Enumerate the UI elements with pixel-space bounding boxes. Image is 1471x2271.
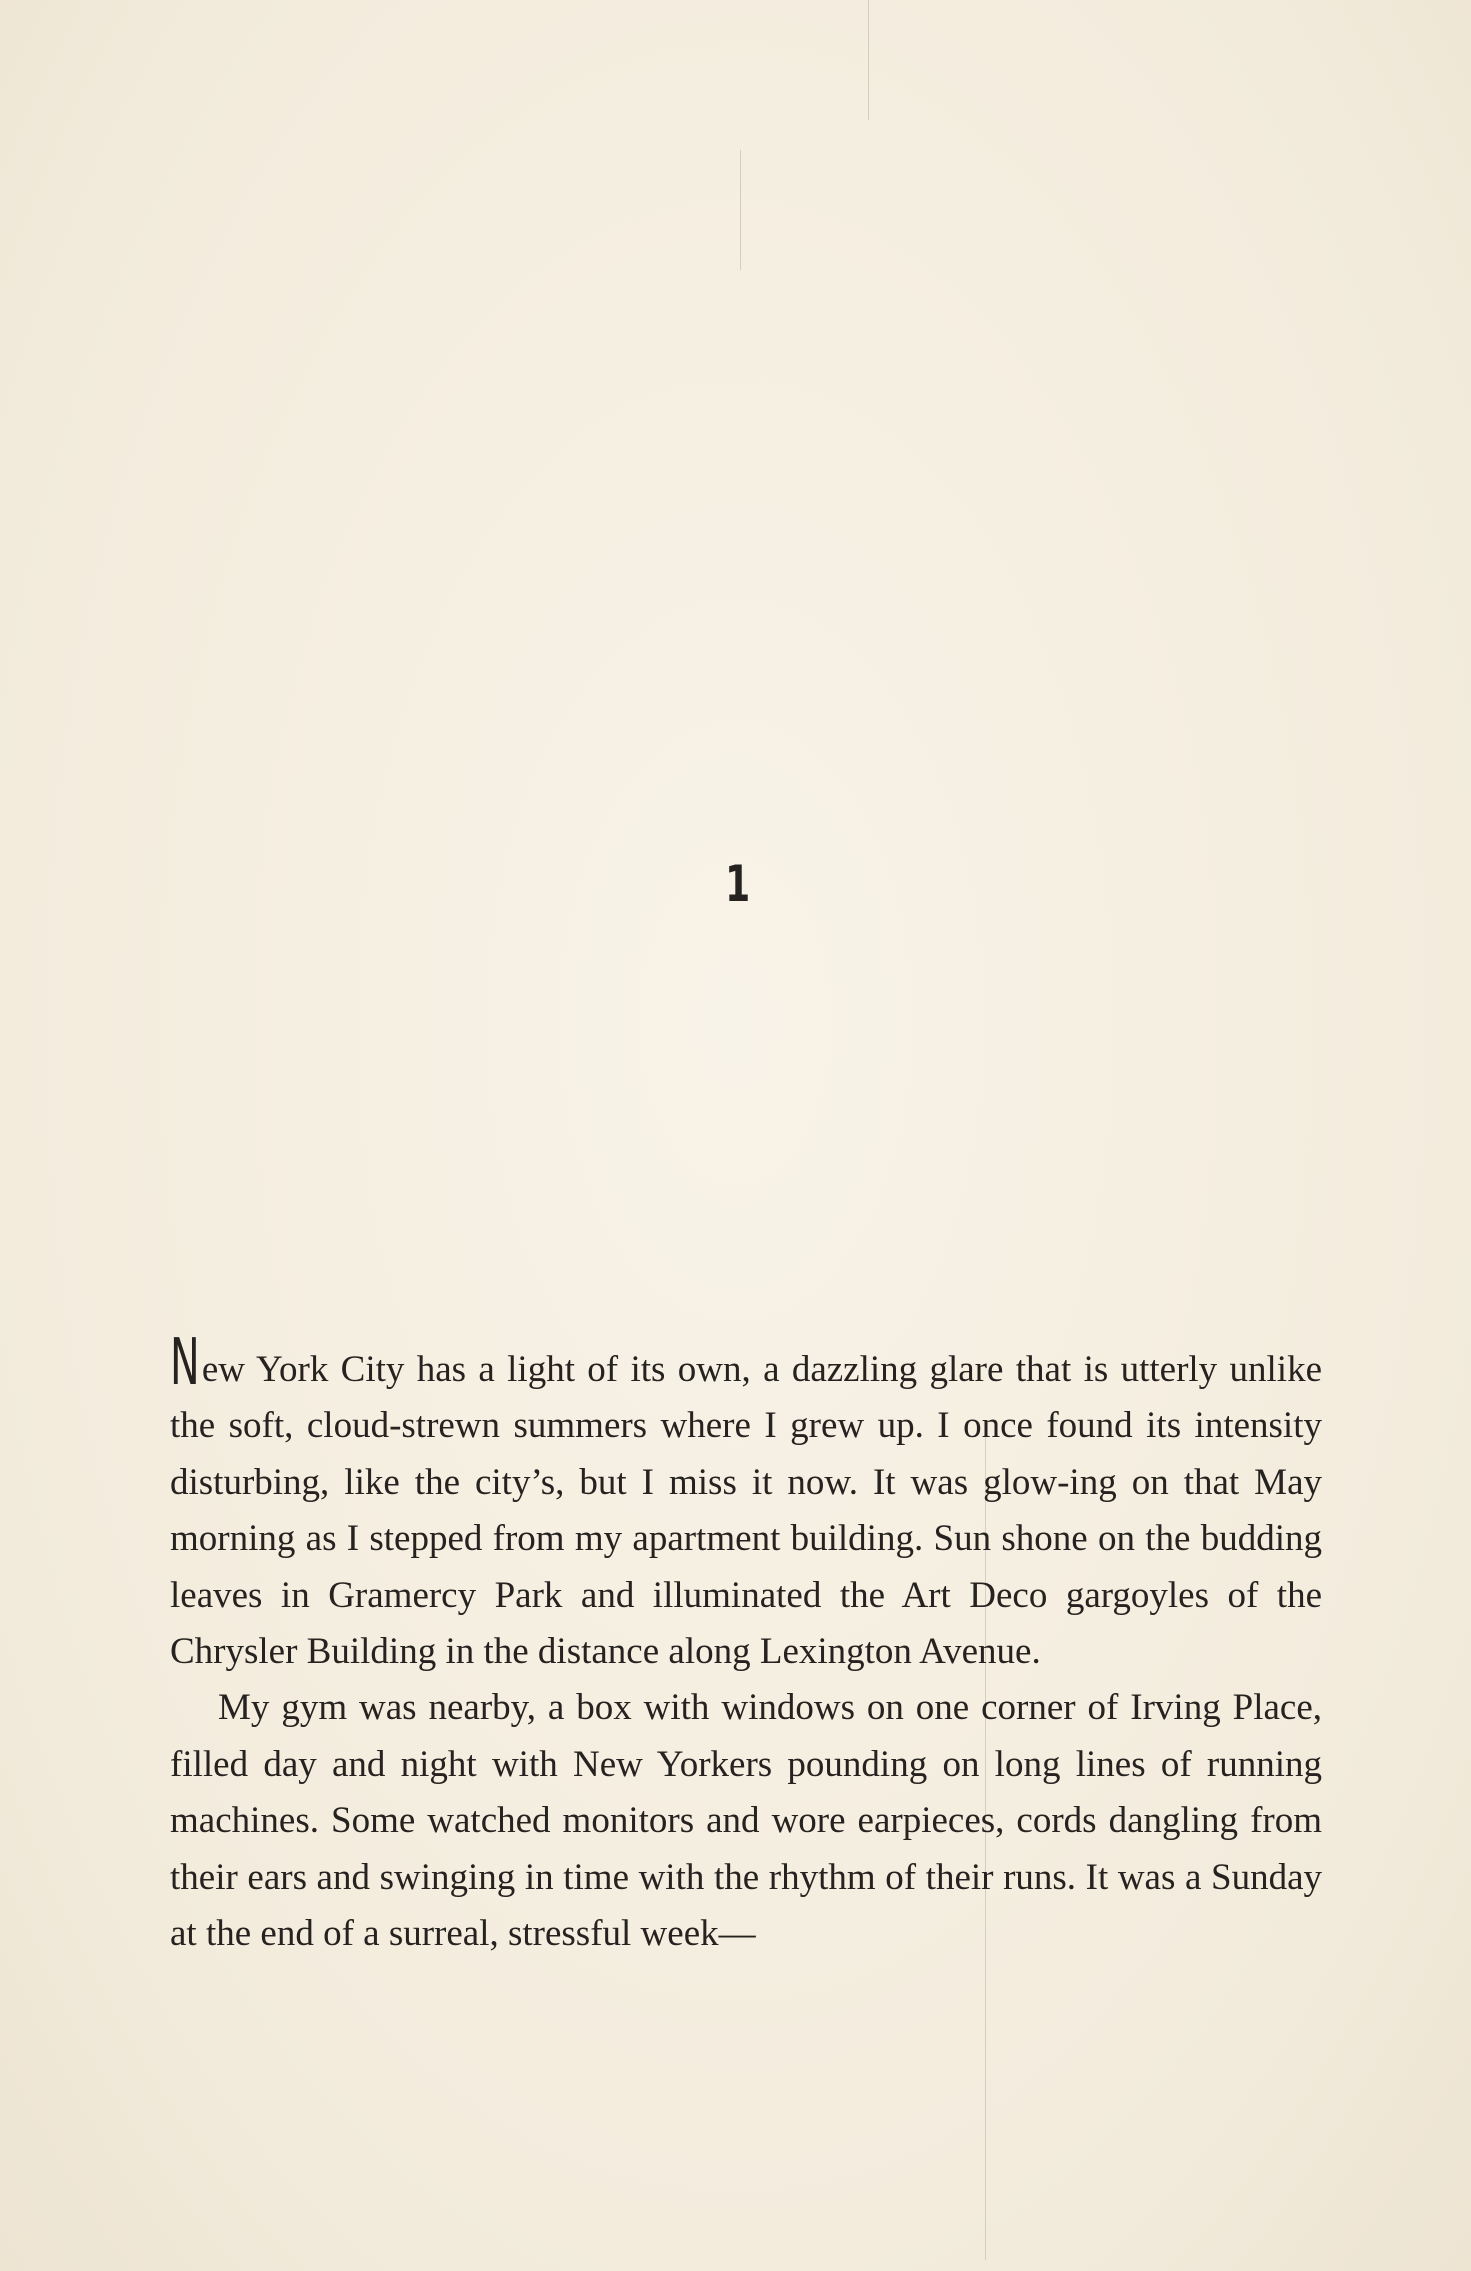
chapter-number: 1 (725, 855, 751, 913)
page-crease (740, 150, 741, 270)
page-crease (868, 0, 869, 120)
paragraph-2-text: My gym was nearby, a box with windows on one corner of Irving Place, filled day and night with New Yorkers pounding on long lines of running machines. Some watched monitors and wore earpieces, cords dangling from their ears and swinging in time with the rhythm of their runs. It was a Sunday at the end of a surreal, stressful week— (170, 1687, 1322, 1955)
paragraph-2 (170, 1680, 1322, 1962)
chapter-body (170, 1326, 1322, 1962)
drop-cap: N (170, 1326, 200, 1400)
paragraph-1 (170, 1326, 1322, 1680)
paragraph-1-text: ew York City has a light of its own, a dazzling glare that is utterly unlike the soft, cloud-strewn summers where I grew up. I once found its intensity disturbing, like the city’s, but I miss it now. It was glow-ing on that May morning as I stepped from my apartment building. Sun shone on the budding leaves in Gramercy Park and illuminated the Art Deco gargoyles of the Chrysler Building in the distance along Lexington Avenue. (170, 1349, 1322, 1673)
